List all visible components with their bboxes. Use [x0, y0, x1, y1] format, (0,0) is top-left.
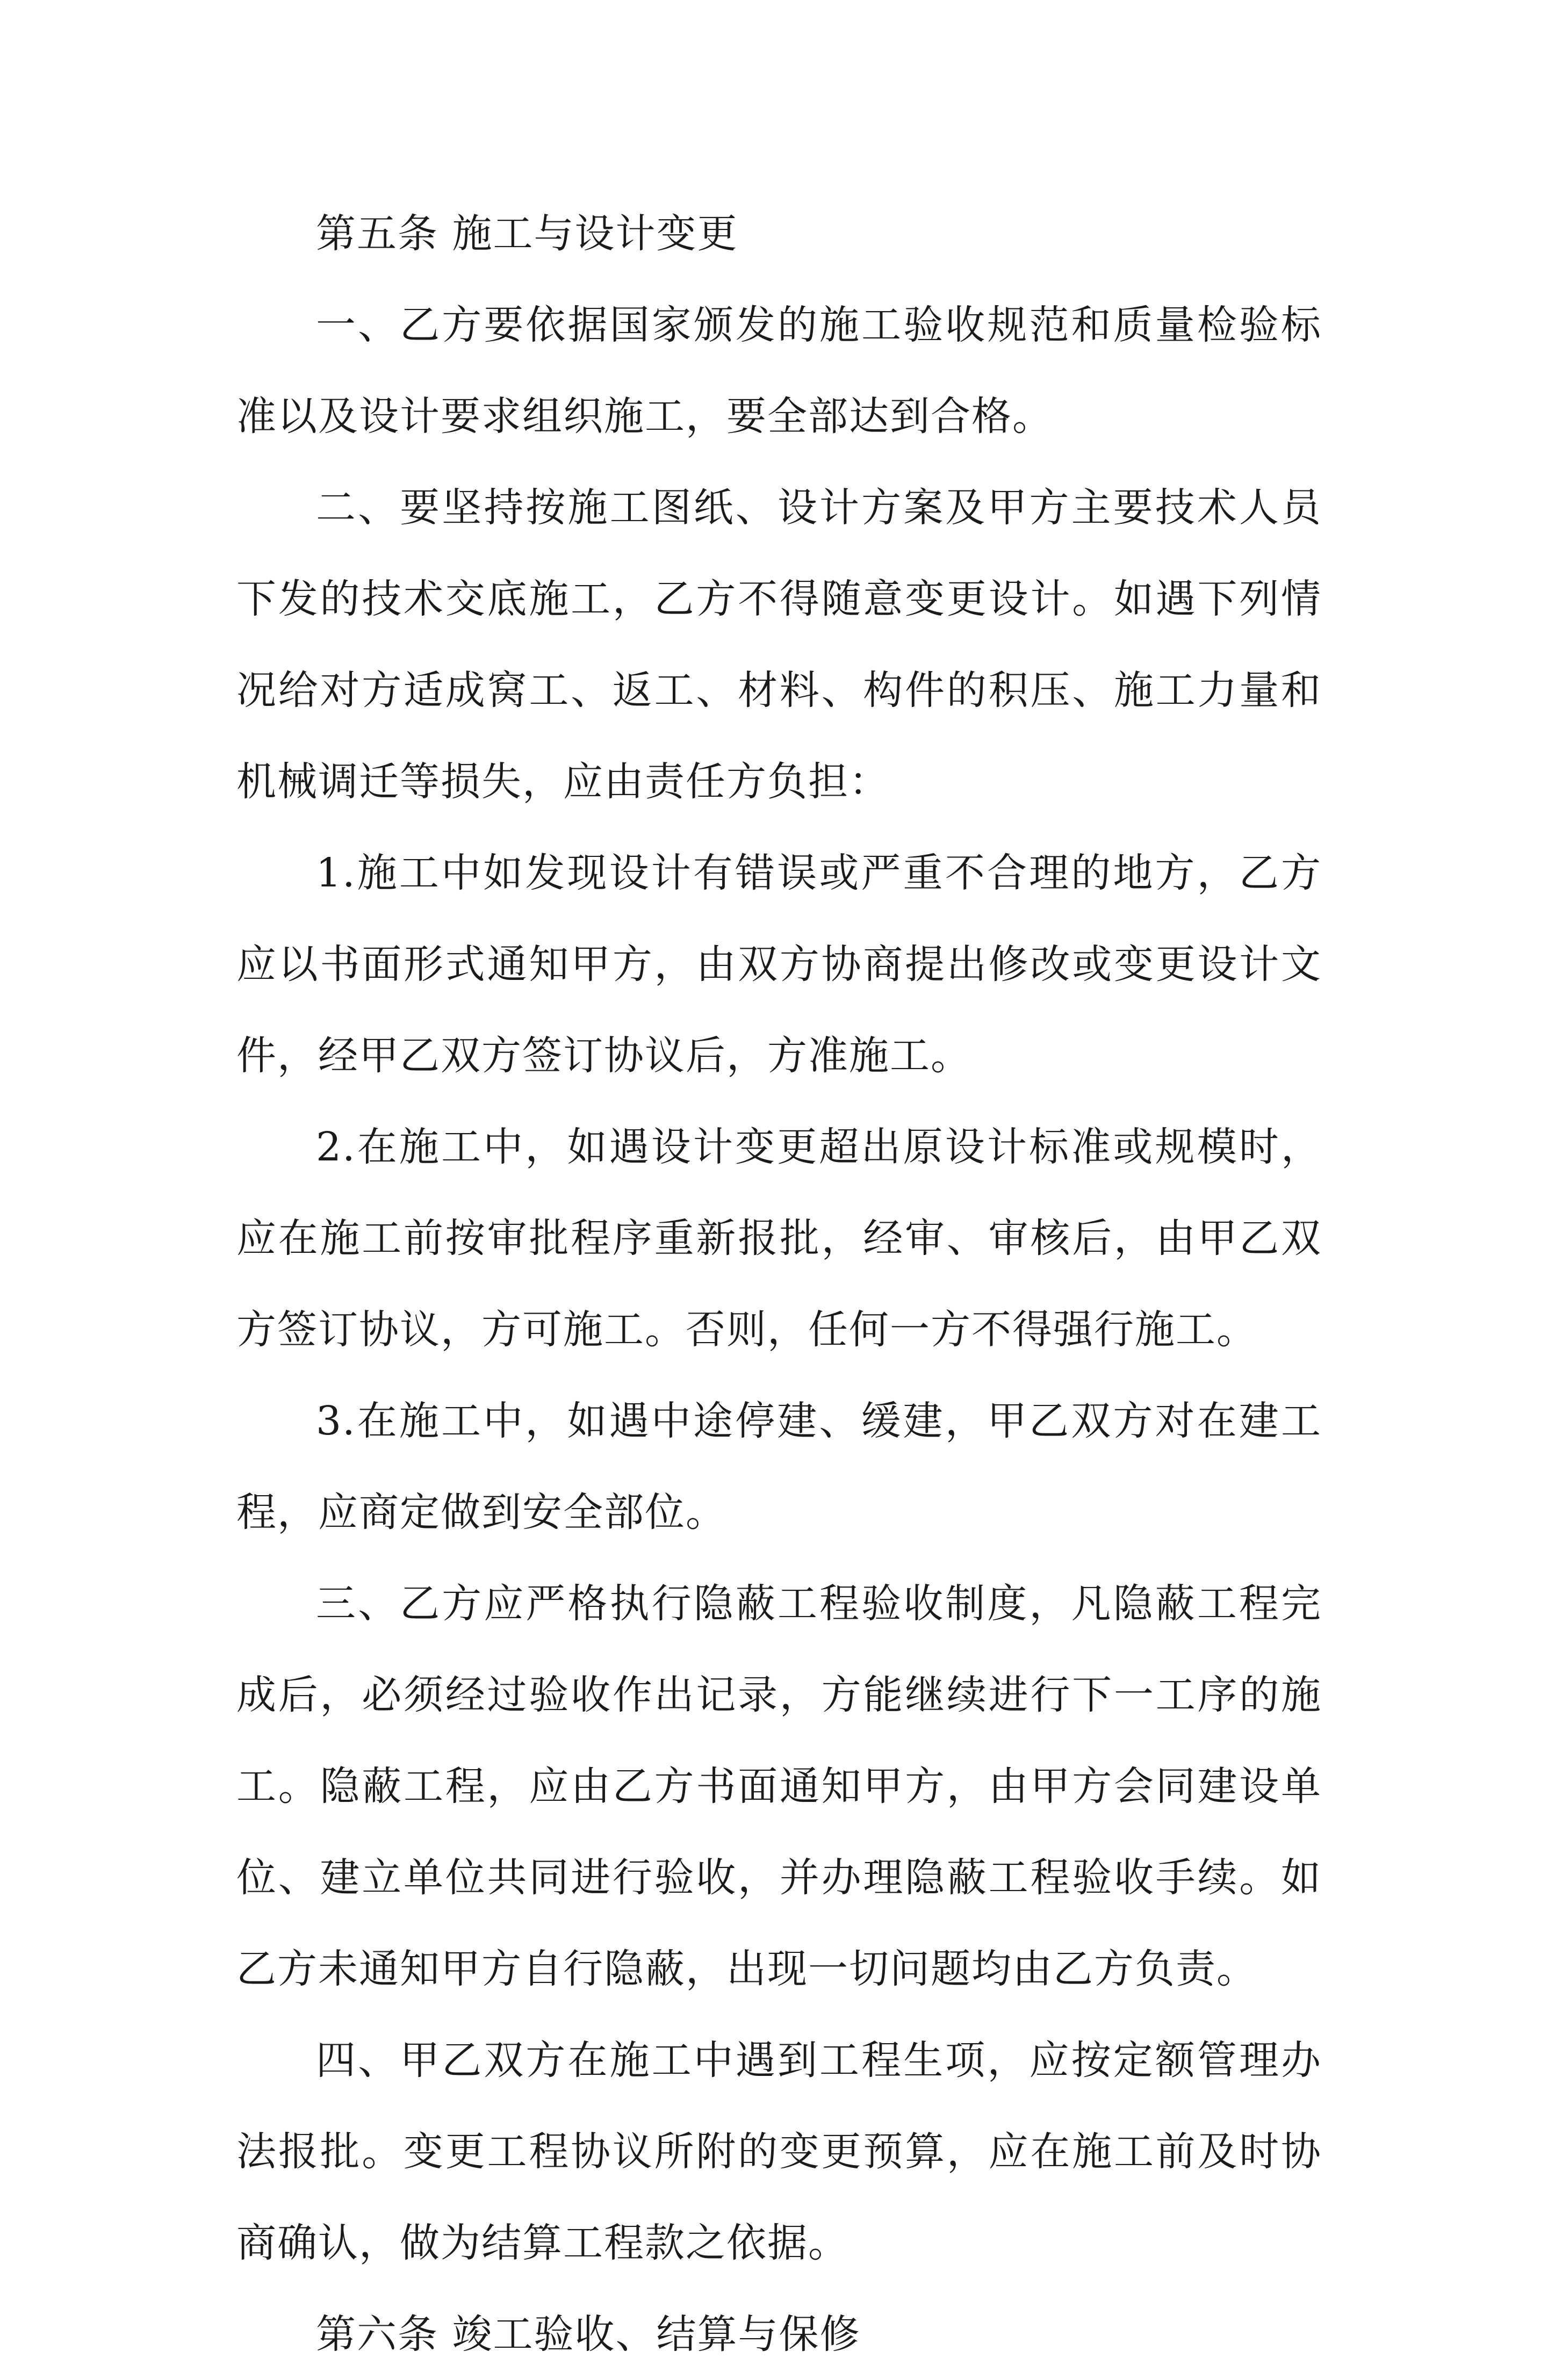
paragraph-6: 三、乙方应严格执行隐蔽工程验收制度，凡隐蔽工程完成后，必须经过验收作出记录，方能继续进行下一工序的施工。隐蔽工程，应由乙方书面通知甲方，由甲方会同建设单位、建立单位共同进行验收，并办理隐蔽工程验收手续。如乙方未通知甲方自行隐蔽，出现一切问题均由乙方负责。: [236, 1581, 1322, 1992]
paragraph-3: 1.施工中如发现设计有错误或严重不合理的地方，乙方应以书面形式通知甲方，由双方协商提出修改或变更设计文件，经甲乙双方签订协议后，方准施工。: [236, 850, 1322, 1079]
article-5-heading: 第五条 施工与设计变更: [316, 211, 738, 257]
paragraph-5: 3.在施工中，如遇中途停建、缓建，甲乙双方对在建工程，应商定做到安全部位。: [236, 1398, 1322, 1535]
paragraph-4: 2.在施工中，如遇设计变更超出原设计标准或规模时，应在施工前按审批程序重新报批，经审、审核后，由甲乙双方签订协议，方可施工。否则，任何一方不得强行施工。: [236, 1124, 1322, 1353]
article-6-heading: 第六条 竣工验收、结算与保修: [316, 2311, 861, 2357]
document-body: [236, 188, 1322, 2380]
paragraph-2: 二、要坚持按施工图纸、设计方案及甲方主要技术人员下发的技术交底施工，乙方不得随意变更设计。如遇下列情况给对方适成窝工、返工、材料、构件的积压、施工力量和机械调迁等损失，应由责任方负担：: [236, 485, 1322, 805]
paragraph-1: 一、乙方要依据国家颁发的施工验收规范和质量检验标准以及设计要求组织施工，要全部达到合格。: [236, 302, 1322, 439]
paragraph-7: 四、甲乙双方在施工中遇到工程生项，应按定额管理办法报批。变更工程协议所附的变更预算，应在施工前及时协商确认，做为结算工程款之依据。: [236, 2037, 1322, 2266]
